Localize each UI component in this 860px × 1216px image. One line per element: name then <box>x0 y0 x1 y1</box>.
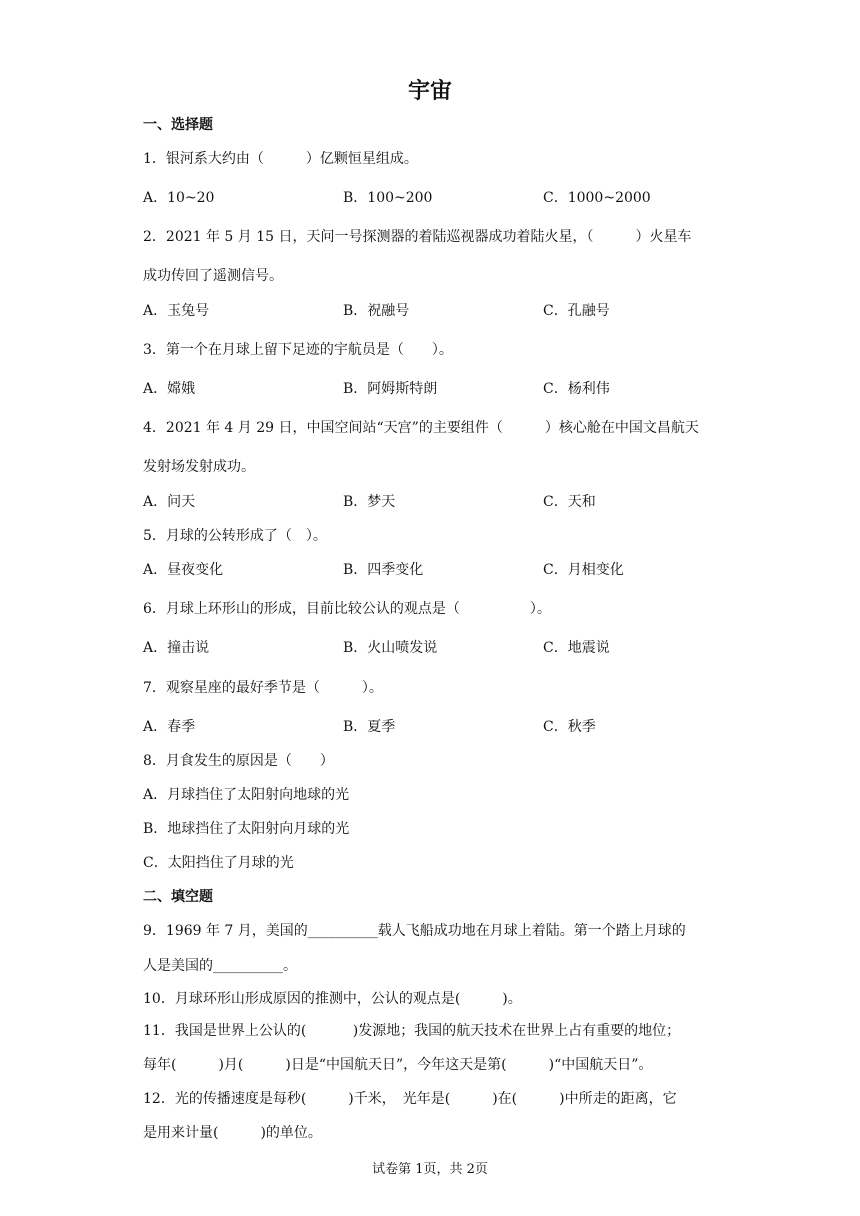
q7-option-a: A．春季 <box>143 719 196 735</box>
q7-option-c: C．秋季 <box>543 719 596 735</box>
q1-option-a: A．10~20 <box>143 190 215 206</box>
q4-option-a: A．问天 <box>143 494 196 510</box>
question-11-line-1: 11．我国是世界上公认的( )发源地；我国的航天技术在世界上占有重要的地位； <box>143 1023 681 1039</box>
q1-option-c: C．1000~2000 <box>543 190 651 206</box>
question-1: 1．银河系大约由（ ）亿颗恒星组成。 <box>143 151 418 167</box>
q6-option-b: B．火山喷发说 <box>343 640 438 656</box>
q3-option-b: B．阿姆斯特朗 <box>343 381 438 397</box>
q5-option-b: B．四季变化 <box>343 562 424 578</box>
question-12-line-1: 12．光的传播速度是每秒( )千米， 光年是( )在( )中所走的距离，它 <box>143 1091 677 1107</box>
q3-option-a: A．嫦娥 <box>143 381 196 397</box>
q4-option-c: C．天和 <box>543 494 596 510</box>
question-8: 8．月食发生的原因是（ ） <box>143 753 334 769</box>
q6-option-a: A．撞击说 <box>143 640 210 656</box>
q7-option-b: B．夏季 <box>343 719 396 735</box>
question-4-line-2: 发射场发射成功。 <box>143 459 255 475</box>
question-2-line-2: 成功传回了遥测信号。 <box>143 268 283 284</box>
q8-option-c: C．太阳挡住了月球的光 <box>143 855 294 871</box>
q4-option-b: B．梦天 <box>343 494 396 510</box>
question-9-line-1: 9．1969 年 7 月，美国的__________载人飞船成功地在月球上着陆。第一个踏上月球的 <box>143 923 686 939</box>
question-5: 5．月球的公转形成了（ ）。 <box>143 528 327 544</box>
q2-option-a: A．玉兔号 <box>143 303 210 319</box>
section-fill: 二、填空题 <box>143 889 213 905</box>
q1-option-b: B．100~200 <box>343 190 433 206</box>
page-footer: 试卷第 1页，共 2页 <box>372 1162 488 1177</box>
question-6: 6．月球上环形山的形成，目前比较公认的观点是（ ）。 <box>143 601 551 617</box>
question-11-line-2: 每年( )月( )日是“中国航天日”，今年这天是第( )“中国航天日”。 <box>143 1057 653 1073</box>
q5-option-a: A．昼夜变化 <box>143 562 224 578</box>
question-9-line-2: 人是美国的__________。 <box>143 958 297 974</box>
q5-option-c: C．月相变化 <box>543 562 624 578</box>
question-7: 7．观察星座的最好季节是（ ）。 <box>143 680 383 696</box>
q8-option-b: B．地球挡住了太阳射向月球的光 <box>143 821 350 837</box>
q3-option-c: C．杨利伟 <box>543 381 610 397</box>
q8-option-a: A．月球挡住了太阳射向地球的光 <box>143 787 350 803</box>
question-10: 10．月球环形山形成原因的推测中，公认的观点是( )。 <box>143 991 522 1007</box>
question-4-line-1: 4．2021 年 4 月 29 日，中国空间站“天宫”的主要组件（ ）核心舱在中国文昌航天 <box>143 420 699 436</box>
q6-option-c: C．地震说 <box>543 640 610 656</box>
q2-option-b: B．祝融号 <box>343 303 410 319</box>
question-3: 3．第一个在月球上留下足迹的宇航员是（ ）。 <box>143 342 453 358</box>
section-choice: 一、选择题 <box>143 117 213 133</box>
question-2-line-1: 2．2021 年 5 月 15 日，天问一号探测器的着陆巡视器成功着陆火星，（ ）火星车 <box>143 229 692 245</box>
q2-option-c: C．孔融号 <box>543 303 610 319</box>
question-12-line-2: 是用来计量( )的单位。 <box>143 1125 322 1141</box>
page-title: 宇宙 <box>407 79 452 104</box>
